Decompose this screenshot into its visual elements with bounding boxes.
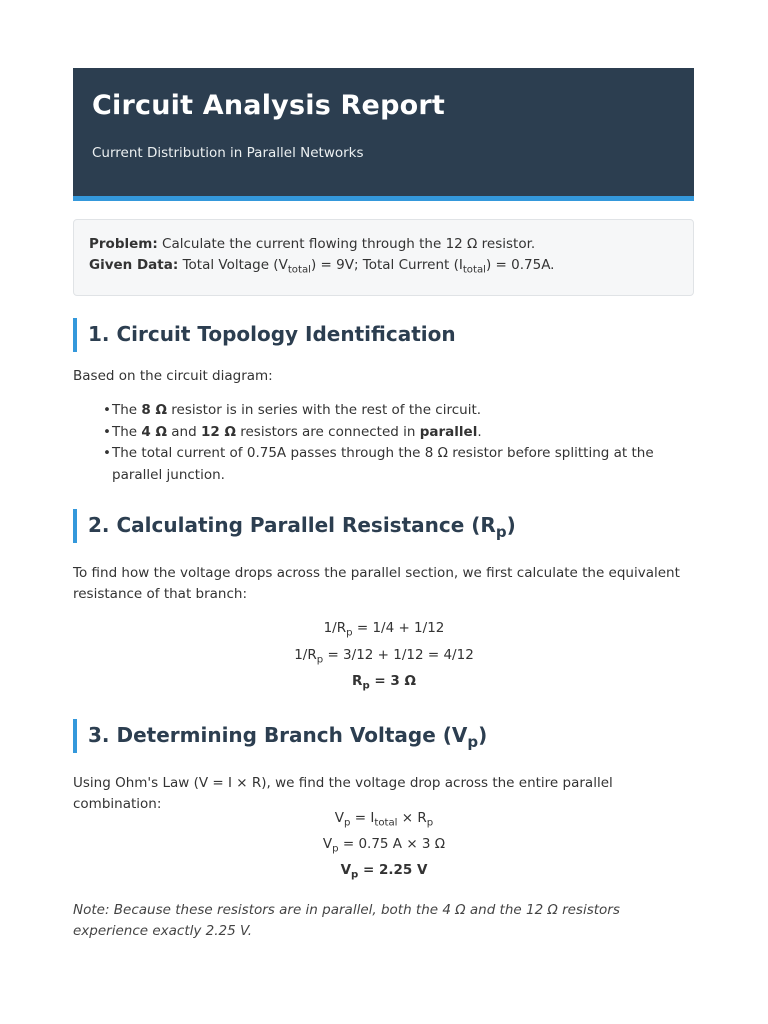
problem-label: Problem: bbox=[89, 236, 158, 252]
eq-subscript: p bbox=[316, 654, 324, 666]
list-bold: 8 Ω bbox=[141, 402, 167, 418]
note-text: Note: Because these resistors are in parallel, both the 4 Ω and the 12 Ω resistors experience exactly 2.25 V. bbox=[73, 902, 620, 939]
given-label: Given Data: bbox=[89, 257, 179, 273]
report-subtitle: Current Distribution in Parallel Networks bbox=[92, 145, 364, 161]
equation-result bbox=[73, 673, 695, 692]
equation bbox=[73, 620, 695, 639]
eq-text: = 0.75 A × 3 Ω bbox=[338, 836, 446, 852]
equation bbox=[73, 836, 695, 855]
report-title: Circuit Analysis Report bbox=[92, 90, 445, 121]
topology-list bbox=[103, 400, 663, 486]
eq-text: = 3 Ω bbox=[369, 673, 416, 689]
eq-text: × R bbox=[397, 810, 427, 826]
given-data bbox=[89, 257, 554, 276]
list-text: and bbox=[166, 423, 201, 440]
title-subscript: p bbox=[495, 523, 507, 541]
eq-text: = 2.25 V bbox=[358, 862, 428, 878]
eq-text: V bbox=[334, 810, 345, 826]
list-bold: parallel bbox=[419, 423, 478, 440]
eq-text: V bbox=[322, 836, 333, 852]
report-header bbox=[73, 68, 694, 201]
title-text: 2. Calculating Parallel Resistance (R bbox=[88, 513, 496, 537]
eq-text: R bbox=[352, 673, 363, 689]
list-bold: 12 Ω bbox=[200, 423, 236, 440]
section-heading-parallel-resistance bbox=[73, 509, 516, 543]
problem-box bbox=[73, 219, 694, 296]
given-text: Total Voltage (V bbox=[182, 257, 288, 273]
equation-result bbox=[73, 862, 695, 881]
list-item bbox=[103, 443, 663, 486]
section-title bbox=[88, 513, 516, 541]
section3-intro: Using Ohm's Law (V = I × R), we find the voltage drop across the entire parallel combination: bbox=[73, 775, 613, 812]
eq-subscript: total bbox=[374, 817, 398, 829]
given-text: ) = 9V; Total Current (I bbox=[310, 257, 463, 273]
given-subscript: total bbox=[287, 264, 311, 276]
list-text: resistor is in series with the rest of the circuit. bbox=[166, 402, 482, 418]
list-text: . bbox=[477, 423, 482, 440]
section-title: 1. Circuit Topology Identification bbox=[88, 322, 456, 346]
title-text: ) bbox=[478, 723, 488, 747]
title-text: ) bbox=[506, 513, 516, 537]
title-subscript: p bbox=[467, 733, 479, 751]
eq-subscript: p bbox=[344, 817, 351, 829]
given-text: ) = 0.75A. bbox=[485, 257, 555, 273]
eq-text: = 3/12 + 1/12 = 4/12 bbox=[323, 647, 474, 663]
list-text: resistors are connected in bbox=[235, 423, 420, 440]
list-item bbox=[103, 400, 663, 422]
eq-subscript: p bbox=[362, 680, 370, 692]
equation bbox=[73, 647, 695, 666]
eq-text: = 1/4 + 1/12 bbox=[352, 620, 445, 636]
section-heading-branch-voltage bbox=[73, 719, 487, 753]
list-text: The total current of 0.75A passes through the 8 Ω resistor before splitting at the parallel junction. bbox=[112, 445, 654, 483]
problem-statement bbox=[89, 236, 535, 252]
eq-text: 1/R bbox=[294, 647, 317, 663]
eq-text: 1/R bbox=[323, 620, 347, 636]
given-subscript: total bbox=[462, 264, 486, 276]
eq-text: = I bbox=[350, 810, 375, 826]
list-text: The bbox=[112, 423, 142, 440]
eq-text: V bbox=[340, 862, 352, 878]
list-item bbox=[103, 422, 663, 444]
eq-subscript: p bbox=[351, 869, 359, 881]
section1-intro: Based on the circuit diagram: bbox=[73, 368, 273, 384]
section2-intro: To find how the voltage drops across the parallel section, we first calculate the equivalent resistance of that branch: bbox=[73, 565, 680, 602]
equation bbox=[73, 810, 695, 829]
list-text: The bbox=[112, 402, 142, 418]
problem-text: Calculate the current flowing through the 12 Ω resistor. bbox=[162, 236, 536, 252]
title-text: 3. Determining Branch Voltage (V bbox=[88, 723, 468, 747]
section-heading-topology bbox=[73, 318, 456, 352]
eq-subscript: p bbox=[426, 817, 434, 829]
eq-subscript: p bbox=[346, 627, 353, 639]
list-bold: 4 Ω bbox=[141, 423, 167, 440]
eq-subscript: p bbox=[332, 843, 339, 855]
section-title bbox=[88, 723, 488, 751]
